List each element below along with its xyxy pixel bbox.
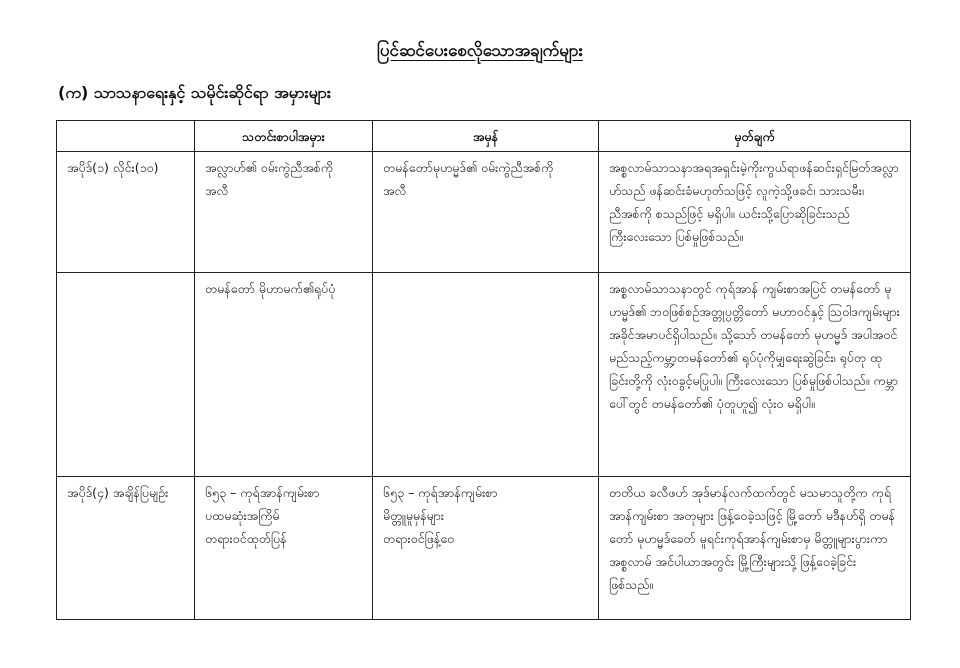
cell-reference: အပိုဒ်(၁) လိုင်း(၁၀) xyxy=(57,152,195,273)
cell-error xyxy=(195,273,373,477)
cell-correct-line: အလီ xyxy=(383,183,407,198)
cell-error-line: ၆၅၃ – ကုရ်အာန်ကျမ်းစာ xyxy=(205,485,320,500)
header-reference xyxy=(57,121,195,152)
cell-error-line: အလီ xyxy=(205,183,229,198)
table-header-row xyxy=(57,121,911,152)
cell-remarks: တတိယ ခလီဖဟ် အုဒ်မာန်လက်ထက်တွင် မသမာသူတို့က ကုရ်အာန်ကျမ်းစာ အတုများ ဖြန့်ဝေခဲ့သဖြင့် မြို့တော် မဒီနဟ်ရှိ တမန်တော် မုဟမ္မဒ်ခေတ် မူရင်းကုရ်အာန်ကျမ်းစာမှ မိတ္တူများပွားကာ အစ္စလာမ် အင်ပါယာအတွင်း မြို့ကြီးများသို့ ဖြန့်ဝေခဲ့ခြင်းဖြစ်သည်။ xyxy=(599,477,911,620)
cell-correct xyxy=(373,152,599,273)
table-row xyxy=(57,152,911,273)
section-heading: (က) သာသနာရေးနှင့် သမိုင်းဆိုင်ရာ အမှားများ xyxy=(58,83,331,102)
cell-error xyxy=(195,152,373,273)
header-newspaper-error: သတင်းစာပါအမှား xyxy=(195,121,373,152)
cell-reference: အပိုဒ်(၄) အချိန်ပြမျဉ်း xyxy=(57,477,195,620)
cell-reference xyxy=(57,273,195,477)
table-row xyxy=(57,477,911,620)
cell-correct-line: ၆၅၃ – ကုရ်အာန်ကျမ်းစာ xyxy=(383,485,498,500)
cell-error-line: ပထမဆုံးအကြိမ် xyxy=(205,508,280,523)
cell-correct xyxy=(373,273,599,477)
cell-error xyxy=(195,477,373,620)
table-row xyxy=(57,273,911,477)
cell-error-line: တရားဝင်ထုတ်ပြန် xyxy=(205,531,287,546)
corrections-table xyxy=(56,120,911,620)
header-correct: အမှန် xyxy=(373,121,599,152)
cell-correct-line: တရားဝင်ဖြန့်ဝေ xyxy=(383,531,455,546)
cell-remarks: အစ္စလာမ်သာသနာအရအရှင်းမဲ့ကိုးကွယ်ရာဖန်ဆင်းရှင်မြတ်အလ္လာဟ်သည် ဖန်ဆင်းခံမဟုတ်သဖြင့် လူကဲ့သို့ဖခင်၊ သားသမီး၊ ညီအစ်ကို စသည်ဖြင့် မရှိပါ။ ယင်းသို့ပြောဆိုခြင်းသည် ကြီးလေးသော ပြစ်မှုဖြစ်သည်။ xyxy=(599,152,911,273)
cell-correct-line: တမန်တော်မုဟမ္မဒ်၏ ဝမ်းကွဲညီအစ်ကို xyxy=(383,160,554,175)
cell-error-line: တမန်တော် မိုဟာမက်၏ရုပ်ပုံ xyxy=(205,281,336,296)
cell-error-line: အလ္လာဟ်၏ ဝမ်းကွဲညီအစ်ကို xyxy=(205,160,334,175)
cell-correct xyxy=(373,477,599,620)
document-title: ပြင်ဆင်ပေးစေလိုသောအချက်များ xyxy=(376,41,583,61)
cell-remarks: အစ္စလာမ်သာသနာတွင် ကုရ်အာန် ကျမ်းစာအပြင် တမန်တော် မုဟမ္မဒ်၏ ဘဝဖြစ်စဉ်အတ္တုပ္ပတ္တိတော် မဟာဝင်နှင့် ဩဝါဒကျမ်းများ အခိုင်အမာပင်ရှိပါသည်။ သို့သော် တမန်တော် မုဟမ္မဒ် အပါအဝင် မည်သည့်ကမ္ဘာ့တမန်တော်၏ ရုပ်ပုံကိုမျှရေးဆွဲခြင်း၊ ရုပ်တု ထုခြင်းတို့ကို လုံးဝခွင့်မပြုပါ။ ကြီးလေးသော ပြစ်မှုဖြစ်ပါသည်။ ကမ္ဘာပေါ်တွင် တမန်တော်၏ ပုံတူဟူ၍ လုံးဝ မရှိပါ။ xyxy=(599,273,911,477)
header-remarks: မှတ်ချက် xyxy=(599,121,911,152)
cell-correct-line: မိတ္တူမူမှန်များ xyxy=(383,508,445,523)
